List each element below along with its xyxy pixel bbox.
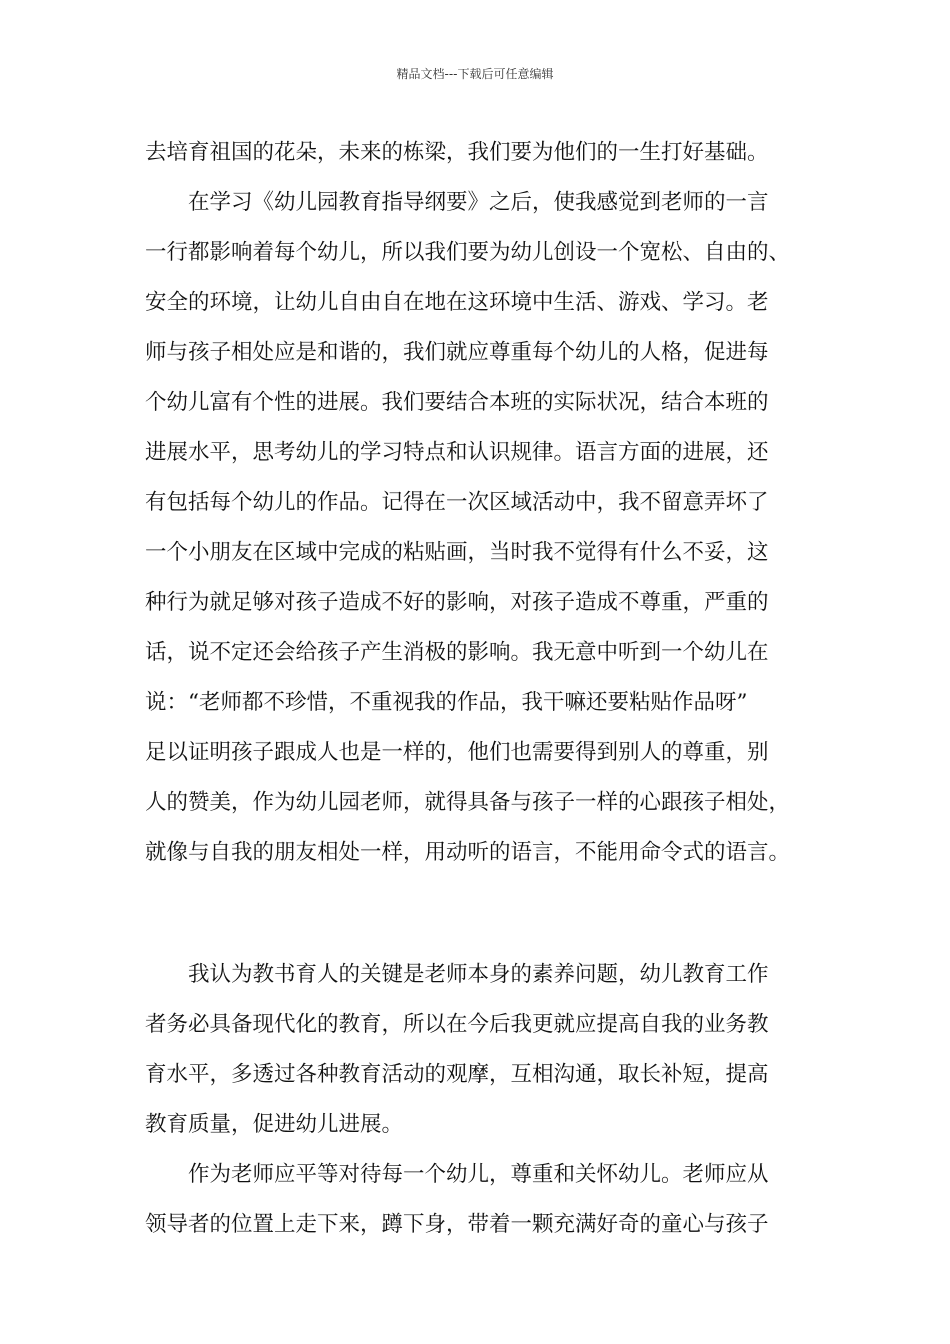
text-line: 说：“老师都不珍惜，不重视我的作品，我干嘛还要粘贴作品呀” <box>145 690 748 715</box>
text-line: 育水平，多透过各种教育活动的观摩，互相沟通，取长补短，提高 <box>145 1062 769 1087</box>
text-line: 去培育祖国的花朵，未来的栋梁，我们要为他们的一生打好基础。 <box>145 140 769 165</box>
text-line: 有包括每个幼儿的作品。记得在一次区域活动中，我不留意弄坏了 <box>145 490 769 515</box>
text-line: 个幼儿富有个性的进展。我们要结合本班的实际状况，结合本班的 <box>145 390 769 415</box>
text-line: 就像与自我的朋友相处一样，用动听的语言，不能用命令式的语言。 <box>145 840 791 865</box>
paragraph-gap <box>145 878 825 950</box>
document-body <box>145 128 825 1250</box>
text-line: 足以证明孩子跟成人也是一样的，他们也需要得到别人的尊重，别 <box>145 740 769 765</box>
text-line: 领导者的位置上走下来，蹲下身，带着一颗充满好奇的童心与孩子 <box>145 1212 769 1237</box>
text-line: 我认为教书育人的关键是老师本身的素养问题，幼儿教育工作 <box>145 962 769 987</box>
text-line: 一行都影响着每个幼儿，所以我们要为幼儿创设一个宽松、自由的、 <box>145 240 791 265</box>
text-line: 一个小朋友在区域中完成的粘贴画，当时我不觉得有什么不妥，这 <box>145 540 769 565</box>
text-line: 进展水平，思考幼儿的学习特点和认识规律。语言方面的进展，还 <box>145 440 769 465</box>
text-line: 师与孩子相处应是和谐的，我们就应尊重每个幼儿的人格，促进每 <box>145 340 769 365</box>
text-line: 作为老师应平等对待每一个幼儿，尊重和关怀幼儿。老师应从 <box>145 1162 769 1187</box>
text-line: 教育质量，促进幼儿进展。 <box>145 1112 404 1137</box>
text-line: 者务必具备现代化的教育，所以在今后我更就应提高自我的业务教 <box>145 1012 769 1037</box>
text-line: 安全的环境，让幼儿自由自在地在这环境中生活、游戏、学习。老 <box>145 290 769 315</box>
text-line: 在学习《幼儿园教育指导纲要》之后，使我感觉到老师的一言 <box>145 190 769 215</box>
page-header: 精品文档---下载后可任意编辑 <box>396 67 554 81</box>
text-line: 话，说不定还会给孩子产生消极的影响。我无意中听到一个幼儿在 <box>145 640 769 665</box>
text-line: 人的赞美，作为幼儿园老师，就得具备与孩子一样的心跟孩子相处， <box>145 790 791 815</box>
text-line: 种行为就足够对孩子造成不好的影响，对孩子造成不尊重，严重的 <box>145 590 769 615</box>
